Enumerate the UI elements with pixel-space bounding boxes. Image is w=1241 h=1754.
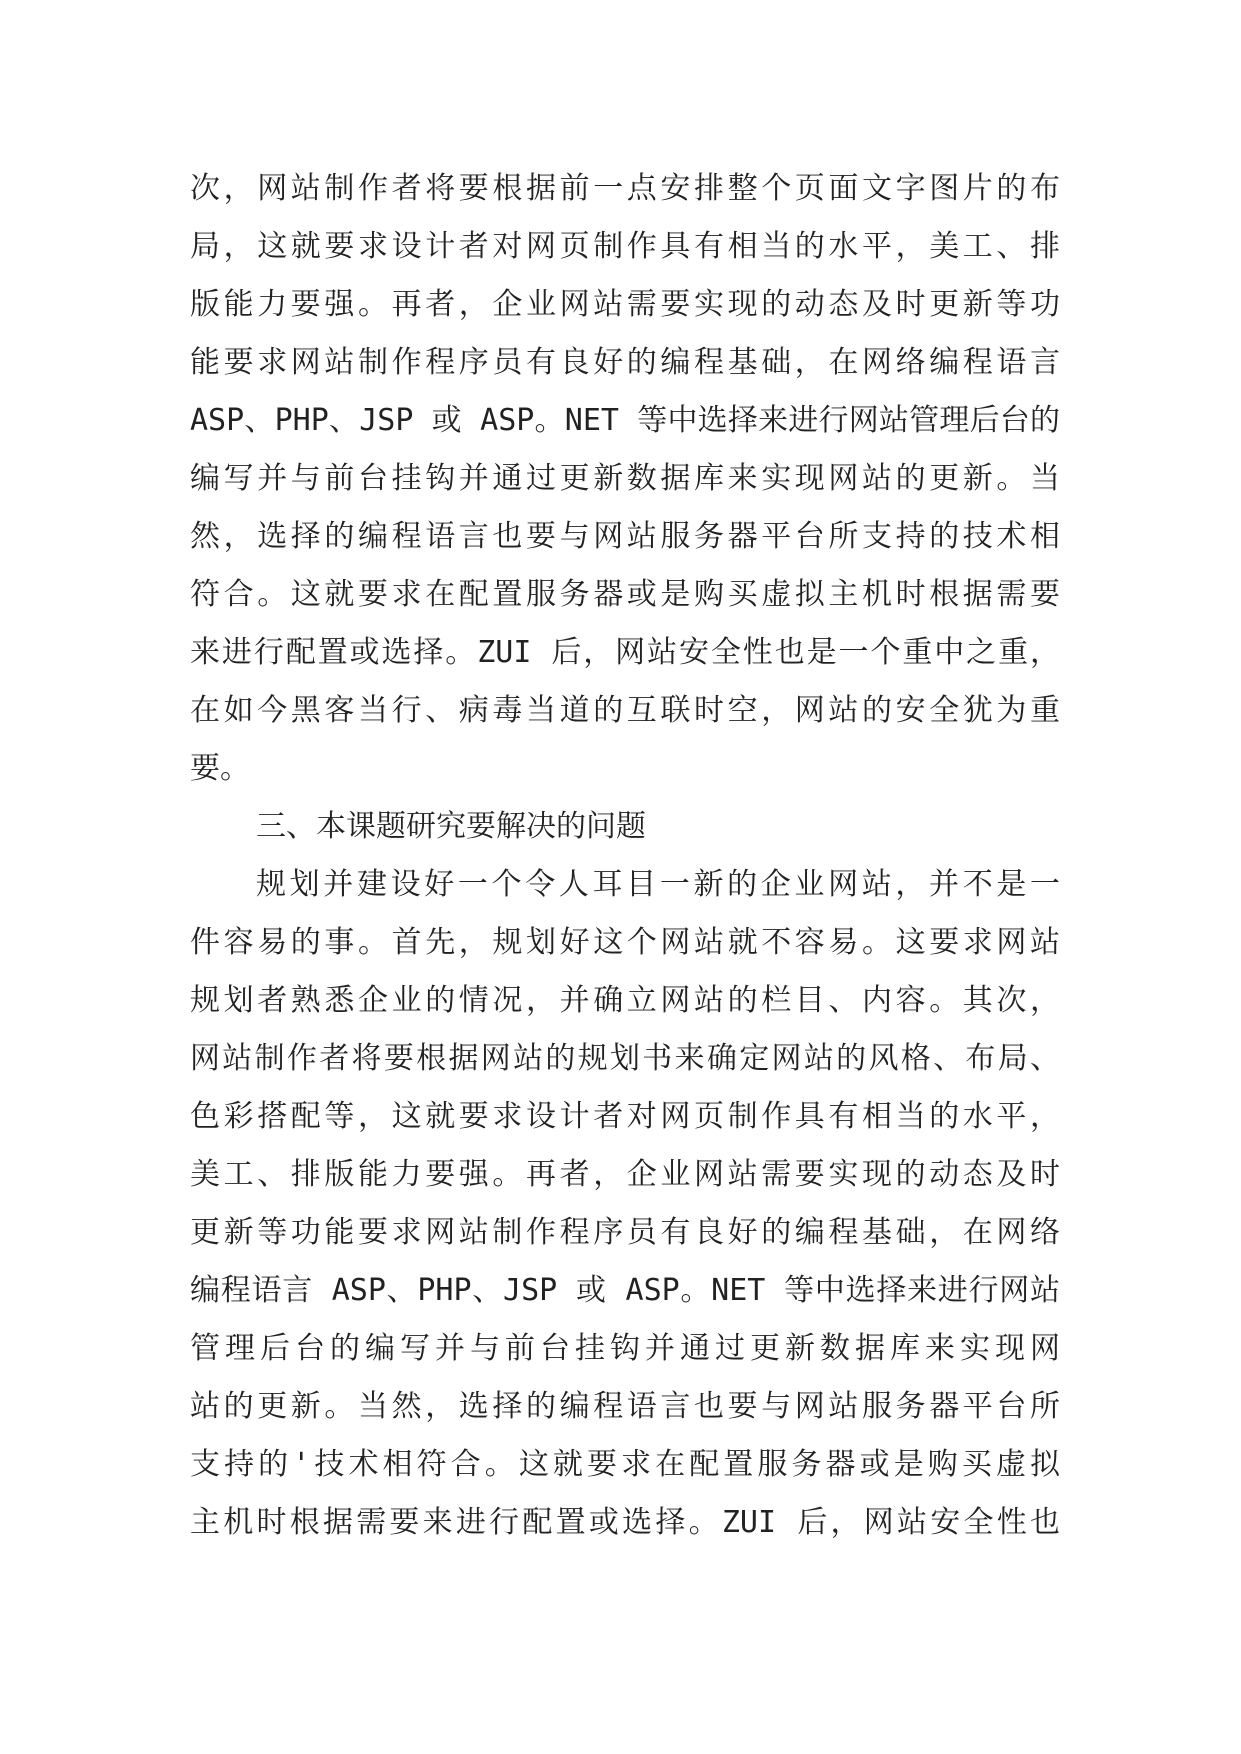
text-line: 符合。这就要求在配置服务器或是购买虚拟主机时根据需要: [190, 577, 1060, 612]
text-line: 编程语言 ASP、PHP、JSP 或 ASP。NET 等中选择来进行网站: [190, 1273, 1060, 1308]
body-text: [190, 160, 1060, 1552]
text-line: 要。: [190, 751, 250, 786]
text-line: 版能力要强。再者，企业网站需要实现的动态及时更新等功: [190, 287, 1060, 322]
text-line: 更新等功能要求网站制作程序员有良好的编程基础，在网络: [190, 1215, 1060, 1250]
text-line: 网站制作者将要根据网站的规划书来确定网站的风格、布局、: [190, 1041, 1060, 1076]
text-line: ASP、PHP、JSP 或 ASP。NET 等中选择来进行网站管理后台的: [190, 403, 1060, 438]
text-line: 次，网站制作者将要根据前一点安排整个页面文字图片的布: [190, 171, 1060, 206]
text-line: 能要求网站制作程序员有良好的编程基础，在网络编程语言: [190, 345, 1060, 380]
text-line: 色彩搭配等，这就要求设计者对网页制作具有相当的水平，: [190, 1099, 1060, 1134]
section-heading: 三、本课题研究要解决的问题: [256, 809, 646, 844]
text-line: 规划者熟悉企业的情况，并确立网站的栏目、内容。其次，: [190, 983, 1060, 1018]
text-line: 在如今黑客当行、病毒当道的互联时空，网站的安全犹为重: [190, 693, 1060, 728]
text-line: 件容易的事。首先，规划好这个网站就不容易。这要求网站: [190, 925, 1060, 960]
text-line: 管理后台的编写并与前台挂钩并通过更新数据库来实现网: [190, 1331, 1060, 1366]
text-line: 规划并建设好一个令人耳目一新的企业网站，并不是一: [256, 867, 1060, 902]
text-line: 然，选择的编程语言也要与网站服务器平台所支持的技术相: [190, 519, 1060, 554]
text-line: 局，这就要求设计者对网页制作具有相当的水平，美工、排: [190, 229, 1060, 264]
text-line: 站的更新。当然，选择的编程语言也要与网站服务器平台所: [190, 1389, 1060, 1424]
text-line: 来进行配置或选择。ZUI 后，网站安全性也是一个重中之重，: [190, 635, 1060, 670]
text-line: 编写并与前台挂钩并通过更新数据库来实现网站的更新。当: [190, 461, 1060, 496]
text-line: 美工、排版能力要强。再者，企业网站需要实现的动态及时: [190, 1157, 1060, 1192]
text-line: 支持的'技术相符合。这就要求在配置服务器或是购买虚拟: [190, 1447, 1060, 1482]
text-line: 主机时根据需要来进行配置或选择。ZUI 后，网站安全性也: [190, 1505, 1060, 1540]
